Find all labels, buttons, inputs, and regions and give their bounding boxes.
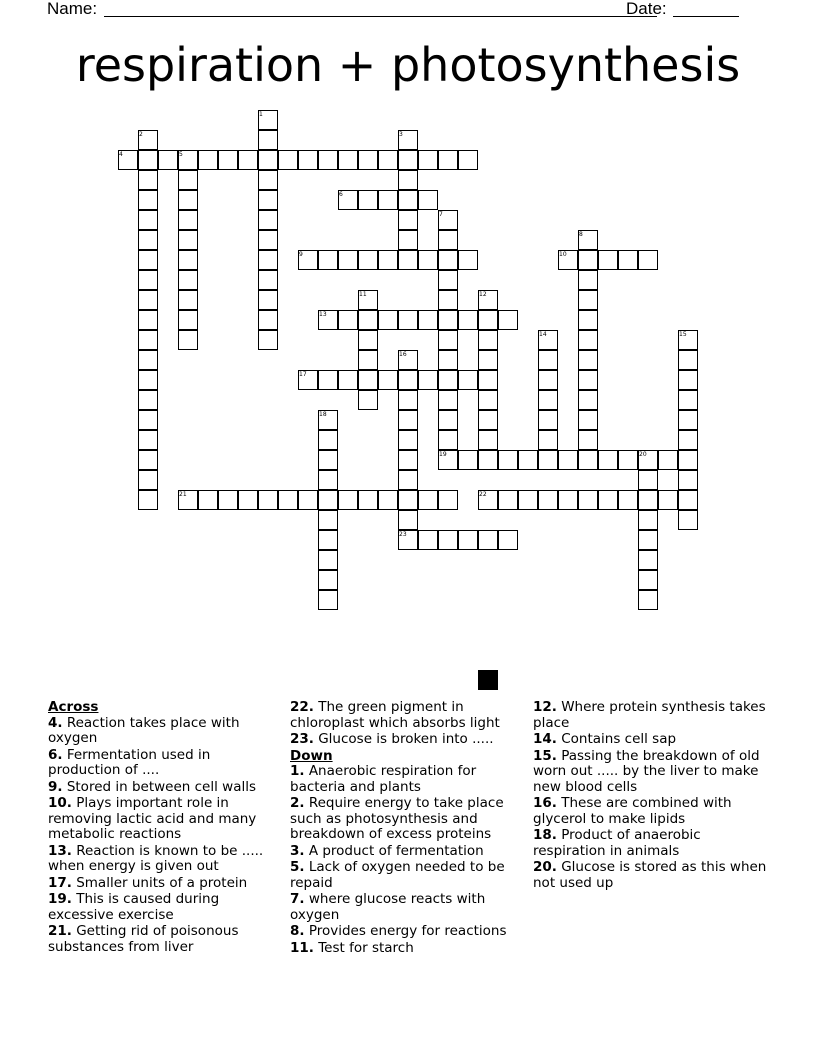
clue-item (290, 700, 518, 731)
clue-number: 4. (48, 714, 63, 731)
clue-item (290, 844, 518, 860)
grid-cell[interactable] (678, 450, 698, 470)
grid-cell[interactable] (358, 250, 378, 270)
grid-cell[interactable] (398, 390, 418, 410)
grid-cell[interactable] (318, 530, 338, 550)
grid-cell[interactable] (498, 530, 518, 550)
clue-number: 19 (439, 451, 447, 458)
grid-cell[interactable] (418, 150, 438, 170)
grid-cell[interactable] (218, 490, 238, 510)
clue-number: 1 (259, 111, 263, 118)
grid-cell[interactable] (578, 370, 598, 390)
clue-item (290, 732, 518, 748)
grid-cell[interactable] (138, 450, 158, 470)
grid-cell[interactable] (478, 430, 498, 450)
grid-cell[interactable] (258, 210, 278, 230)
grid-cell[interactable] (318, 150, 338, 170)
clue-number: 23 (399, 531, 407, 538)
clue-number: 9. (48, 778, 63, 795)
grid-cell[interactable] (258, 270, 278, 290)
clue-number: 3 (399, 131, 403, 138)
grid-cell[interactable] (258, 330, 278, 350)
grid-cell[interactable] (438, 430, 458, 450)
grid-cell[interactable] (318, 470, 338, 490)
grid-cell[interactable] (538, 490, 558, 510)
clue-number: 18. (533, 827, 557, 843)
grid-cell[interactable] (398, 370, 418, 390)
clue-item (48, 716, 278, 747)
clue-number: 8 (579, 231, 583, 238)
grid-cell[interactable] (578, 270, 598, 290)
clue-item (48, 844, 278, 875)
grid-cell[interactable] (318, 590, 338, 610)
grid-cell[interactable] (178, 310, 198, 330)
clue-number: 9 (299, 251, 303, 258)
clue-text: where glucose reacts with oxygen (290, 891, 486, 923)
page-title: respiration + photosynthesis (75, 38, 741, 92)
grid-cell[interactable] (178, 330, 198, 350)
grid-cell[interactable] (678, 470, 698, 490)
clue-number: 17. (48, 874, 72, 891)
grid-cell[interactable] (438, 350, 458, 370)
clue-text: Where protein synthesis takes place (533, 699, 766, 731)
grid-cell[interactable] (398, 470, 418, 490)
clue-item (48, 924, 278, 955)
grid-cell[interactable] (138, 470, 158, 490)
grid-cell[interactable] (478, 370, 498, 390)
clue-number: 17 (299, 371, 307, 378)
grid-cell[interactable] (518, 450, 538, 470)
clue-number: 14 (539, 331, 547, 338)
clue-column-2 (290, 700, 518, 957)
grid-cell[interactable] (538, 430, 558, 450)
grid-cell[interactable] (578, 450, 598, 470)
grid-cell[interactable] (638, 510, 658, 530)
grid-cell[interactable] (678, 430, 698, 450)
clue-item (48, 876, 278, 892)
grid-cell[interactable] (218, 150, 238, 170)
grid-cell[interactable] (578, 350, 598, 370)
clue-number: 5 (179, 151, 183, 158)
grid-cell[interactable] (478, 390, 498, 410)
grid-cell[interactable] (398, 170, 418, 190)
grid-cell[interactable] (298, 490, 318, 510)
grid-cell[interactable] (398, 310, 418, 330)
across-heading: Across (48, 699, 99, 715)
down-heading: Down (290, 747, 333, 764)
grid-cell[interactable] (438, 370, 458, 390)
grid-cell[interactable] (298, 150, 318, 170)
grid-cell[interactable] (138, 370, 158, 390)
clue-item (533, 796, 773, 827)
grid-cell[interactable] (618, 250, 638, 270)
grid-cell[interactable] (578, 310, 598, 330)
grid-cell[interactable] (558, 450, 578, 470)
clue-number: 19. (48, 891, 72, 907)
clue-number: 1. (290, 763, 305, 779)
clue-text: Glucose is stored as this when not used up (533, 859, 767, 891)
grid-cell[interactable] (438, 530, 458, 550)
grid-cell[interactable] (438, 410, 458, 430)
grid-cell[interactable] (578, 430, 598, 450)
clue-text: Glucose is broken into ..... (313, 731, 494, 747)
grid-cell[interactable] (438, 290, 458, 310)
clue-text: Test for starch (313, 939, 414, 956)
clue-number: 7 (439, 211, 443, 218)
clue-item (48, 780, 278, 796)
clue-number: 21 (179, 491, 187, 498)
grid-cell[interactable] (138, 350, 158, 370)
grid-cell[interactable] (498, 310, 518, 330)
clue-number: 11. (290, 939, 314, 956)
grid-cell[interactable] (438, 490, 458, 510)
grid-cell[interactable] (138, 330, 158, 350)
grid-cell[interactable] (358, 370, 378, 390)
grid-cell[interactable] (318, 370, 338, 390)
clue-number: 3. (290, 842, 305, 859)
grid-cell[interactable] (458, 450, 478, 470)
grid-cell[interactable] (678, 510, 698, 530)
clue-item (48, 892, 278, 923)
grid-cell[interactable] (538, 450, 558, 470)
clue-number: 22 (479, 491, 487, 498)
grid-cell[interactable] (358, 490, 378, 510)
grid-cell[interactable] (398, 490, 418, 510)
grid-cell[interactable] (358, 350, 378, 370)
clue-column-1 (48, 700, 278, 956)
grid-cell[interactable] (138, 250, 158, 270)
grid-cell[interactable] (318, 430, 338, 450)
grid-cell[interactable] (578, 250, 598, 270)
grid-cell[interactable] (438, 270, 458, 290)
grid-cell[interactable] (338, 490, 358, 510)
grid-cell[interactable] (458, 530, 478, 550)
clue-item (533, 828, 773, 859)
grid-cell[interactable] (538, 350, 558, 370)
grid-cell[interactable] (398, 410, 418, 430)
clue-number: 22. (290, 699, 314, 715)
grid-cell[interactable] (418, 310, 438, 330)
grid-cell[interactable] (618, 490, 638, 510)
grid-cell[interactable] (138, 230, 158, 250)
grid-cell[interactable] (398, 230, 418, 250)
clue-text: The green pigment in chloroplast which absorbs light (290, 699, 500, 731)
grid-cell[interactable] (138, 390, 158, 410)
grid-cell[interactable] (418, 370, 438, 390)
grid-cell[interactable] (518, 490, 538, 510)
grid-cell[interactable] (678, 350, 698, 370)
grid-cell[interactable] (318, 550, 338, 570)
grid-cell[interactable] (598, 490, 618, 510)
grid-cell[interactable] (358, 190, 378, 210)
grid-cell[interactable] (258, 170, 278, 190)
grid-cell[interactable] (258, 310, 278, 330)
grid-cell[interactable] (438, 330, 458, 350)
grid-cell[interactable] (318, 570, 338, 590)
grid-cell[interactable] (358, 310, 378, 330)
grid-cell[interactable] (138, 290, 158, 310)
grid-cell[interactable] (638, 570, 658, 590)
clue-number: 10. (48, 795, 72, 811)
grid-cell[interactable] (338, 150, 358, 170)
grid-cell[interactable] (398, 190, 418, 210)
grid-cell[interactable] (198, 490, 218, 510)
clue-column-3 (533, 700, 773, 892)
grid-cell[interactable] (178, 170, 198, 190)
grid-cell[interactable] (558, 490, 578, 510)
grid-cell[interactable] (658, 450, 678, 470)
grid-cell[interactable] (378, 150, 398, 170)
clue-text: Lack of oxygen needed to be repaid (290, 859, 505, 891)
clue-number: 15. (533, 747, 557, 764)
grid-cell[interactable] (358, 150, 378, 170)
grid-cell[interactable] (178, 270, 198, 290)
clue-number: 12. (533, 699, 557, 715)
grid-cell[interactable] (418, 490, 438, 510)
grid-cell[interactable] (378, 190, 398, 210)
grid-cell[interactable] (438, 250, 458, 270)
grid-cell[interactable] (478, 310, 498, 330)
clue-text: This is caused during excessive exercise (48, 891, 220, 923)
grid-cell[interactable] (258, 230, 278, 250)
clue-item (290, 796, 518, 843)
date-label: Date: (626, 0, 667, 18)
grid-cell[interactable] (158, 150, 178, 170)
grid-cell[interactable] (578, 490, 598, 510)
clue-text: Smaller units of a protein (71, 874, 248, 891)
grid-cell[interactable] (498, 490, 518, 510)
grid-cell[interactable] (538, 390, 558, 410)
grid-cell[interactable] (418, 530, 438, 550)
clue-item (533, 732, 773, 748)
grid-cell[interactable] (378, 310, 398, 330)
grid-cell[interactable] (178, 230, 198, 250)
clue-number: 20. (533, 859, 557, 875)
clue-number: 14. (533, 731, 557, 747)
grid-cell[interactable] (178, 250, 198, 270)
grid-cell[interactable] (338, 310, 358, 330)
grid-cell[interactable] (138, 430, 158, 450)
clue-text: Reaction is known to be ..... when energy is given out (48, 842, 264, 874)
clue-text: Getting rid of poisonous substances from liver (48, 923, 239, 955)
grid-cell[interactable] (478, 450, 498, 470)
grid-cell[interactable] (598, 250, 618, 270)
grid-cell[interactable] (138, 190, 158, 210)
clue-number: 20 (639, 451, 647, 458)
grid-cell[interactable] (638, 470, 658, 490)
grid-cell[interactable] (138, 490, 158, 510)
clue-number: 6. (48, 746, 63, 763)
grid-cell[interactable] (138, 410, 158, 430)
grid-cell[interactable] (318, 490, 338, 510)
clue-number: 2 (139, 131, 143, 138)
grid-cell[interactable] (458, 310, 478, 330)
grid-cell[interactable] (578, 290, 598, 310)
grid-cell[interactable] (138, 210, 158, 230)
grid-cell[interactable] (438, 390, 458, 410)
clue-number: 5. (290, 859, 305, 875)
grid-cell[interactable] (398, 510, 418, 530)
grid-cell[interactable] (678, 490, 698, 510)
clue-text: Stored in between cell walls (62, 778, 257, 795)
grid-cell[interactable] (638, 550, 658, 570)
clue-text: Passing the breakdown of old worn out ..... by the liver to make new blood cells (533, 747, 760, 795)
clue-text: Reaction takes place with oxygen (48, 714, 240, 746)
clue-text: Plays important role in removing lactic acid and many metabolic reactions (48, 795, 257, 842)
clue-item (48, 748, 278, 779)
grid-cell[interactable] (438, 230, 458, 250)
clue-number: 16. (533, 795, 557, 811)
clue-text: Contains cell sap (556, 731, 677, 747)
grid-cell[interactable] (258, 150, 278, 170)
clue-text: Anaerobic respiration for bacteria and plants (290, 763, 477, 795)
clue-number: 12 (479, 291, 487, 298)
clue-number: 4 (119, 151, 123, 158)
grid-cell[interactable] (578, 410, 598, 430)
clue-number: 23. (290, 731, 314, 747)
grid-cell[interactable] (618, 450, 638, 470)
grid-cell[interactable] (478, 330, 498, 350)
grid-cell[interactable] (458, 250, 478, 270)
clue-number: 8. (290, 923, 305, 939)
grid-cell[interactable] (378, 490, 398, 510)
grid-cell[interactable] (318, 450, 338, 470)
grid-cell[interactable] (178, 290, 198, 310)
name-label: Name: (47, 0, 98, 18)
clue-item (290, 892, 518, 923)
clue-number: 21. (48, 923, 72, 939)
grid-cell[interactable] (258, 290, 278, 310)
grid-cell[interactable] (278, 490, 298, 510)
grid-cell[interactable] (198, 150, 218, 170)
grid-cell[interactable] (538, 370, 558, 390)
clue-number: 10 (559, 251, 567, 258)
clue-text: These are combined with glycerol to make lipids (533, 795, 732, 827)
grid-cell[interactable] (338, 250, 358, 270)
clue-item (48, 796, 278, 843)
clue-number: 11 (359, 291, 367, 298)
clue-item (290, 860, 518, 891)
clue-item (533, 749, 773, 796)
grid-cell[interactable] (138, 170, 158, 190)
grid-cell[interactable] (138, 150, 158, 170)
grid-cell[interactable] (678, 410, 698, 430)
clue-item (533, 700, 773, 731)
grid-cell[interactable] (578, 390, 598, 410)
clue-number: 16 (399, 351, 407, 358)
grid-cell[interactable] (458, 150, 478, 170)
grid-cell[interactable] (378, 250, 398, 270)
black-square (478, 670, 498, 690)
grid-cell[interactable] (358, 330, 378, 350)
grid-cell[interactable] (238, 150, 258, 170)
grid-cell[interactable] (638, 490, 658, 510)
grid-cell[interactable] (358, 390, 378, 410)
clue-text: Provides energy for reactions (304, 923, 507, 939)
grid-cell[interactable] (458, 370, 478, 390)
clue-number: 18 (319, 411, 327, 418)
grid-cell[interactable] (638, 530, 658, 550)
clue-item (533, 860, 773, 891)
grid-cell[interactable] (478, 530, 498, 550)
grid-cell[interactable] (578, 330, 598, 350)
clue-item (290, 764, 518, 795)
grid-cell[interactable] (258, 490, 278, 510)
grid-cell[interactable] (258, 190, 278, 210)
grid-cell[interactable] (538, 410, 558, 430)
grid-cell[interactable] (258, 250, 278, 270)
clue-number: 2. (290, 795, 305, 811)
clue-item (290, 924, 518, 940)
grid-cell[interactable] (378, 370, 398, 390)
grid-cell[interactable] (478, 350, 498, 370)
clue-text: Fermentation used in production of .... (48, 746, 211, 778)
grid-cell[interactable] (678, 370, 698, 390)
grid-cell[interactable] (678, 390, 698, 410)
grid-cell[interactable] (638, 250, 658, 270)
clue-number: 13 (319, 311, 327, 318)
grid-cell[interactable] (238, 490, 258, 510)
grid-cell[interactable] (138, 310, 158, 330)
clue-number: 7. (290, 891, 305, 907)
clue-number: 6 (339, 191, 343, 198)
grid-cell[interactable] (398, 150, 418, 170)
grid-cell[interactable] (498, 450, 518, 470)
grid-cell[interactable] (658, 490, 678, 510)
grid-cell[interactable] (638, 590, 658, 610)
clue-number: 13. (48, 842, 72, 859)
grid-cell[interactable] (438, 310, 458, 330)
grid-cell[interactable] (278, 150, 298, 170)
grid-cell[interactable] (338, 370, 358, 390)
clue-text: A product of fermentation (304, 842, 484, 859)
grid-cell[interactable] (178, 210, 198, 230)
clue-text: Require energy to take place such as photosynthesis and breakdown of excess proteins (290, 795, 504, 842)
clue-number: 15 (679, 331, 687, 338)
clue-text: Product of anaerobic respiration in animals (533, 827, 701, 859)
grid-cell[interactable] (178, 190, 198, 210)
grid-cell[interactable] (398, 430, 418, 450)
grid-cell[interactable] (438, 150, 458, 170)
grid-cell[interactable] (478, 410, 498, 430)
grid-cell[interactable] (598, 450, 618, 470)
grid-cell[interactable] (398, 250, 418, 270)
grid-cell[interactable] (138, 270, 158, 290)
grid-cell[interactable] (398, 210, 418, 230)
grid-cell[interactable] (418, 190, 438, 210)
grid-cell[interactable] (318, 510, 338, 530)
grid-cell[interactable] (318, 250, 338, 270)
clue-item (290, 941, 518, 957)
grid-cell[interactable] (418, 250, 438, 270)
grid-cell[interactable] (398, 450, 418, 470)
grid-cell[interactable] (258, 130, 278, 150)
